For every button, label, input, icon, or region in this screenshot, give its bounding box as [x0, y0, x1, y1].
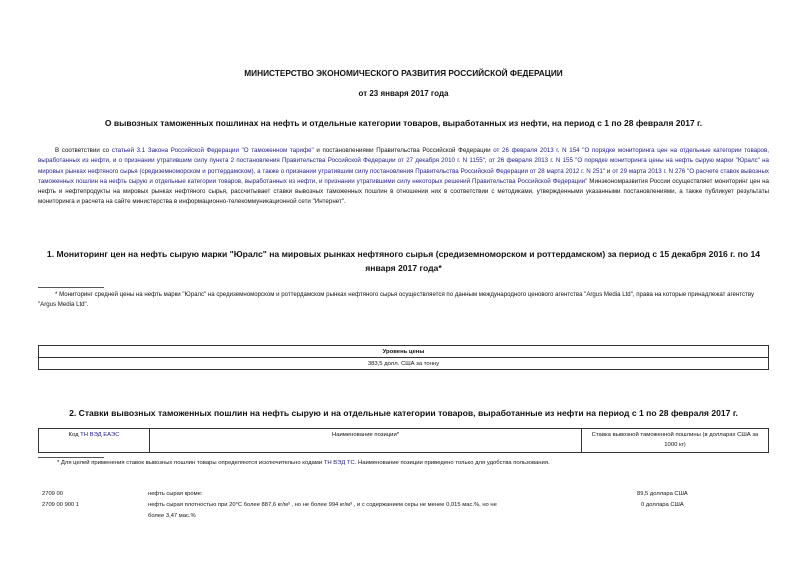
price-level-table [38, 345, 769, 370]
section-1-title: 1. Мониторинг цен на нефть сырую марки "Юралс" на мировых рынках нефтяного сырья (средиземноморском и роттердамском) за период с 15 декабря 2016 г. по 14 января 2017 года* [46, 249, 761, 273]
price-level-value: 383,5 долл. США за тонну [39, 358, 769, 370]
price-level-header: Уровень цены [39, 346, 769, 358]
duty-rates-header-table [38, 428, 769, 453]
intro-text-3: , [484, 157, 489, 165]
ministry-title: МИНИСТЕРСТВО ЭКОНОМИЧЕСКОГО РАЗВИТИЯ РОССИЙСКОЙ ФЕДЕРАЦИИ [244, 68, 563, 78]
intro-paragraph [38, 146, 769, 208]
footnote-divider [38, 287, 104, 288]
section-2-title: 2. Ставки вывозных таможенных пошлин на нефть сырую и на отдельные категории товаров, выработанные из нефти на период с 1 по 28 февраля 2017 г. [69, 408, 738, 418]
law-link[interactable]: статьей 3.1 Закона Российской Федерации "О таможенном тарифе" [111, 147, 314, 154]
decree-155-link[interactable]: от 26 февраля 2013 г. N 155 "О порядке мониторинга цены на нефть сырую марки "Юралс" на мировых рынках нефтяного сырья (средиземноморском и роттердамском), а также о признании утратившим силу постановления Правительства Российской Федерации от 28 марта 2012 г. N 251" [38, 157, 769, 175]
decree-276-link[interactable]: от 29 марта 2013 г. N 276 "О расчете ставок вывозных таможенных пошлин на нефть сырую и отдельные категории товаров, выработанных из нефти, и признании утратившими силу некоторых решений Правительства Российской Федерации" [38, 167, 769, 185]
tnved-eaes-link[interactable]: ТН ВЭД ЕАЭС [80, 432, 120, 438]
intro-text-2: и постановлениями Правительства Российской Федерации [313, 147, 494, 154]
footnote-divider-2 [38, 457, 104, 458]
row-1-code: 2709 00 [42, 491, 63, 497]
decree-154-link[interactable]: от 26 февраля 2013 г. N 154 "О порядке мониторинга цен на отдельные категории товаров, выработанных из нефти, и о признании утратившим силу пункта 2 постановления Правительства Российской Федерации от 27 декабря 2010 г. N 1155" [38, 147, 769, 165]
section-2-footnote [57, 460, 550, 466]
intro-text-1: В соответствии со [55, 147, 112, 154]
row-2-name: нефть сырая плотностью при 20°С более 887,6 кг/м³ , но не более 994 кг/м³ , и с содержанием серы не менее 0,015 мас.%, но не [148, 502, 497, 508]
row-2-code: 2709 00 900 1 [42, 502, 80, 508]
row-2-rate: 0 доллара США [641, 502, 684, 508]
document-date: от 23 января 2017 года [358, 89, 449, 98]
section-1-footnote: * Мониторинг средней цены на нефть марки "Юралс" на средиземноморском и роттердамском рынках нефтяного сырья осуществляется по данным международного ценового агентства "Argus Media Ltd", права на которые принадлежат агентству "Argus Media Ltd". [38, 291, 755, 309]
intro-text-4: и [605, 167, 613, 175]
tnved-ts-link[interactable]: ТН ВЭД ТС [323, 460, 355, 466]
row-1-name: нефть сырая кроме: [148, 491, 203, 497]
col-code-label: Код [68, 432, 81, 438]
col-code-header [39, 429, 150, 453]
col-name-header: Наименование позиции* [150, 429, 582, 453]
footnote-text-b: . Наименование позиции приведено только для удобства пользования. [354, 460, 550, 466]
intro-text-5: Минэкономразвития России осуществляет мониторинг цен на нефть и нефтепродукты на мировых рынках нефтяного сырья, рассчитывает ставки вывозных таможенных пошлин в отношении них в соответствии с методиками, утвержденными указанными постановлениями, а также публикует результаты мониторинга и расчета на сайте министерства в информационно-телекоммуникационной сети "Интернет". [38, 177, 769, 206]
row-2-name-cont: более 3,47 мас.% [148, 513, 196, 519]
col-rate-header: Ставка вывозной таможенной пошлины (в долларах США за 1000 кг) [582, 429, 769, 453]
row-1-rate: 89,5 доллара США [637, 491, 688, 497]
footnote-text-a: * Для целей применения ставок вывозных пошлин товары определяются исключительно кодами [57, 460, 324, 466]
document-subject: О вывозных таможенных пошлинах на нефть и отдельные категории товаров, выработанных из нефти, на период с 1 по 28 февраля 2017 г. [104, 118, 703, 128]
